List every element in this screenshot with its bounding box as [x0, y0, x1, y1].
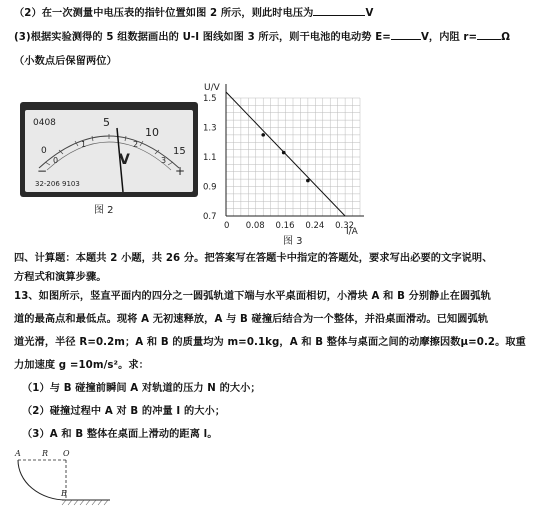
label-r: R — [42, 449, 49, 458]
data-point — [261, 133, 265, 137]
answer-blank — [477, 30, 501, 40]
arc-track — [18, 460, 66, 500]
x-tick-label: 0.08 — [245, 221, 265, 231]
inner-label-3: 3 — [161, 156, 167, 165]
y-tick-label: 1.5 — [203, 94, 217, 104]
voltmeter-figure — [20, 102, 198, 197]
problem-13-line-1: 13、如图所示，竖直平面内的四分之一圆弧轨道下端与水平桌面相切，小滑块 A 和 B 分别静止在圆弧轨 — [14, 291, 491, 302]
y-tick-label: 0.7 — [203, 212, 217, 222]
arc-track-figure — [12, 446, 112, 508]
section-4-heading: 四、计算题：本题共 2 小题，共 26 分。把答案写在答题卡中指定的答题处，要求写出必要的文字说明、 — [14, 253, 493, 264]
scale-label-10: 10 — [145, 126, 159, 139]
sub-question-3: （3）A 和 B 整体在桌面上滑动的距离 l。 — [22, 429, 218, 440]
label-a: A — [15, 449, 21, 458]
scale-label-15: 15 — [173, 146, 186, 157]
question-3-text-b: V，内阻 r= — [420, 32, 478, 43]
answer-blank — [313, 6, 365, 16]
y-tick-label: 0.9 — [203, 182, 217, 193]
chart-grid — [226, 98, 360, 216]
question-3-text-c: Ω — [501, 32, 510, 43]
minus-sign: − — [37, 164, 48, 178]
question-2 — [14, 4, 373, 19]
inner-label-1: 1 — [81, 140, 87, 149]
question-3 — [14, 28, 510, 43]
serial-label: 0408 — [33, 118, 56, 128]
model-label: 32-206 9103 — [35, 180, 80, 188]
x-axis-label: I/A — [346, 227, 358, 237]
unit-label: V — [365, 8, 374, 19]
table-hatching — [62, 500, 108, 505]
problem-13-line-3: 道光滑，半径 R=0.2m；A 和 B 的质量均为 m=0.1kg，A 和 B 整体与桌面之间的动摩擦因数μ=0.2。取重 — [14, 337, 526, 348]
inner-label-2: 2 — [133, 140, 139, 149]
label-b: B — [61, 489, 67, 498]
figure-2-caption: 图 2 — [94, 205, 114, 216]
plus-sign: + — [175, 164, 186, 178]
scale-label-0: 0 — [41, 146, 47, 156]
answer-blank — [391, 30, 421, 40]
unit-v-label: V — [119, 152, 130, 168]
question-3-note: （小数点后保留两位） — [14, 56, 117, 67]
figure-3-caption: 图 3 — [283, 236, 303, 247]
label-o: O — [63, 449, 70, 458]
inner-label-0: 0 — [53, 156, 59, 165]
sub-question-1: （1）与 B 碰撞前瞬间 A 对轨道的压力 N 的大小； — [22, 383, 261, 394]
data-point — [306, 179, 310, 183]
x-tick-label: 0.16 — [275, 221, 295, 231]
data-point — [282, 151, 286, 155]
x-tick-label: 0.24 — [305, 221, 325, 231]
sub-question-2: （2）碰撞过程中 A 对 B 的冲量 I 的大小； — [22, 406, 226, 417]
y-tick-label: 1.1 — [203, 153, 217, 163]
scale-label-5: 5 — [103, 116, 110, 129]
x-tick-label: 0 — [224, 221, 230, 231]
question-2-text: （2）在一次测量中电压表的指针位置如图 2 所示，则此时电压为 — [14, 8, 314, 19]
ui-chart — [200, 74, 372, 242]
meter-face — [25, 110, 193, 192]
section-4-heading-cont: 方程式和演算步骤。 — [14, 272, 107, 283]
y-tick-label: 1.3 — [203, 123, 217, 134]
y-axis-label: U/V — [204, 83, 220, 93]
problem-13-line-4: 力加速度 g =10m/s²。求： — [14, 360, 149, 371]
x-tick-label: 0.32 — [335, 221, 355, 231]
question-3-text-a: (3)根据实验测得的 5 组数据画出的 U-I 图线如图 3 所示，则干电池的电动势 E= — [14, 32, 391, 43]
problem-13-line-2: 道的最高点和最低点。现将 A 无初速释放，A 与 B 碰撞后结合为一个整体，并沿桌面滑动。已知圆弧轨 — [14, 314, 489, 325]
